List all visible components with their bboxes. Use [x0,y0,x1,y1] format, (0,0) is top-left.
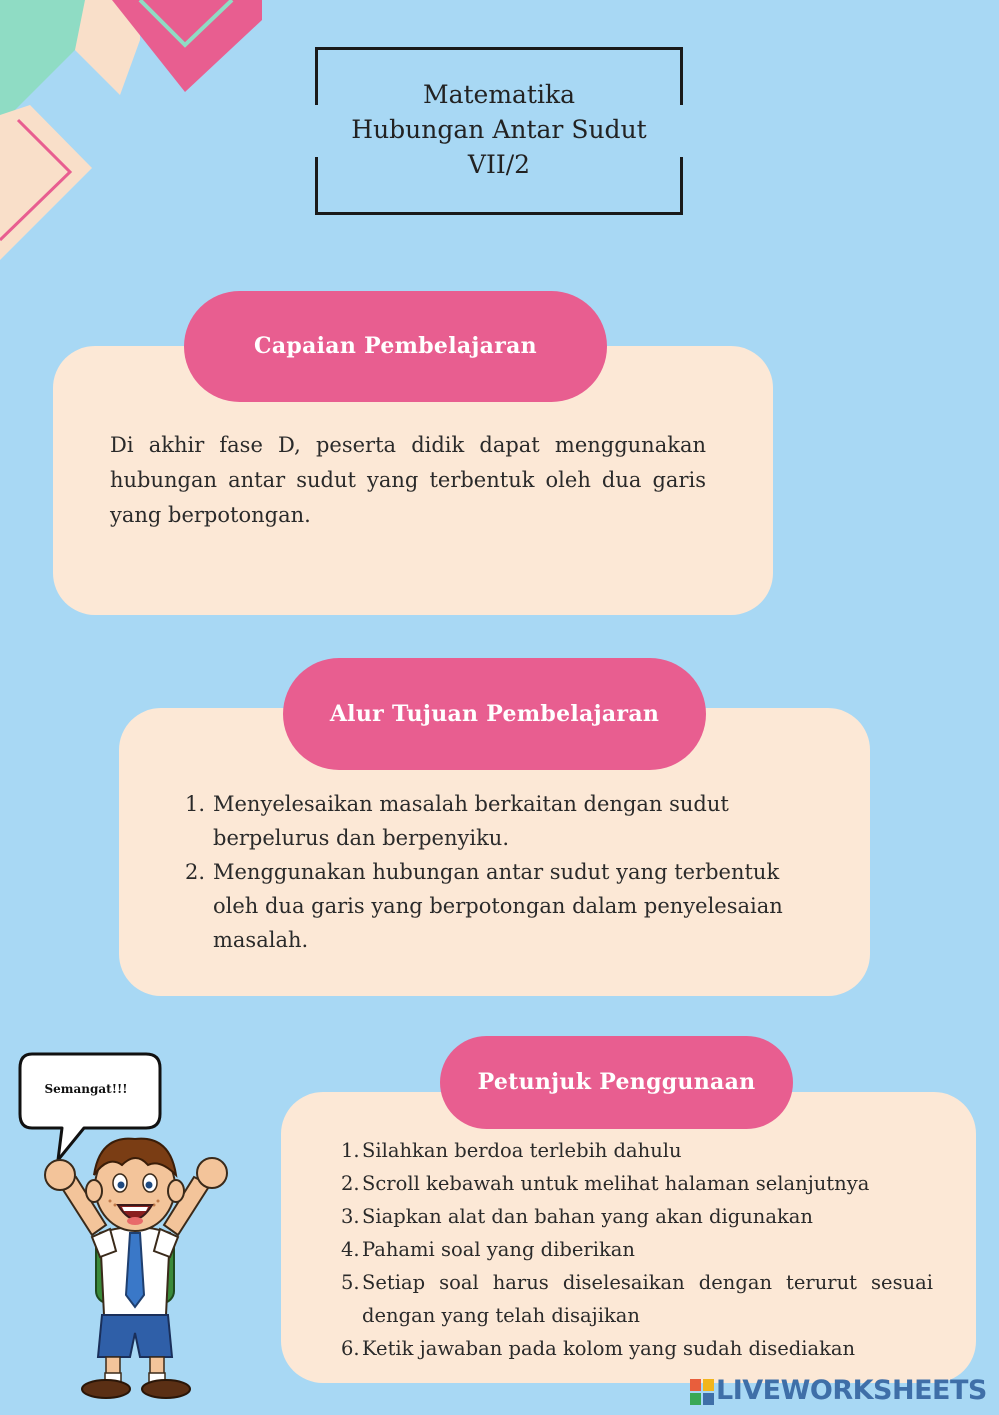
subject-title: Matematika [422,80,576,109]
list-item [341,1332,933,1365]
list-item [341,1134,933,1167]
item-text: Menyelesaikan masalah berkaitan dengan sudut berpelurus dan berpenyiku. [213,792,729,850]
alur-heading: Alur Tujuan Pembelajaran [283,658,706,770]
petunjuk-list [341,1134,933,1365]
item-number: 3. [341,1205,360,1228]
item-text: Silahkan berdoa terlebih dahulu [362,1139,682,1162]
item-text: Setiap soal harus diselesaikan dengan terurut sesuai dengan yang telah disajikan [362,1271,933,1327]
capaian-text: Di akhir fase D, peserta didik dapat menggunakan hubungan antar sudut yang terbentuk oleh dua garis yang berpotongan. [110,433,706,527]
item-number: 1. [341,1139,360,1162]
item-number: 6. [341,1337,360,1360]
list-item [341,1266,933,1332]
class-label: VII/2 [467,150,531,179]
list-item [341,1167,933,1200]
item-text: Siapkan alat dan bahan yang akan digunakan [362,1205,813,1228]
list-item [341,1233,933,1266]
item-number: 4. [341,1238,360,1261]
liveworksheets-logo-icon [690,1379,714,1405]
item-number: 2. [341,1172,360,1195]
petunjuk-heading: Petunjuk Penggunaan [440,1036,793,1129]
item-number: 5. [341,1271,360,1294]
watermark-text: LIVEWORKSHEETS [716,1375,987,1406]
item-text: Ketik jawaban pada kolom yang sudah disediakan [362,1337,856,1360]
item-number: 2. [185,860,206,884]
item-number: 1. [185,792,206,816]
topic-title: Hubungan Antar Sudut [351,115,647,144]
corner-decoration [0,0,270,270]
page-title [315,77,683,182]
list-item [185,787,825,855]
list-item [185,855,825,957]
item-text: Pahami soal yang diberikan [362,1238,635,1261]
list-item [341,1200,933,1233]
speech-bubble-text: Semangat!!! [44,1082,128,1096]
item-text: Menggunakan hubungan antar sudut yang terbentuk oleh dua garis yang berpotongan dalam penyelesaian masalah. [213,860,783,952]
capaian-heading: Capaian Pembelajaran [184,291,607,402]
item-text: Scroll kebawah untuk melihat halaman selanjutnya [362,1172,870,1195]
student-illustration [30,1125,240,1405]
title-box [315,47,683,215]
alur-list [185,787,825,957]
